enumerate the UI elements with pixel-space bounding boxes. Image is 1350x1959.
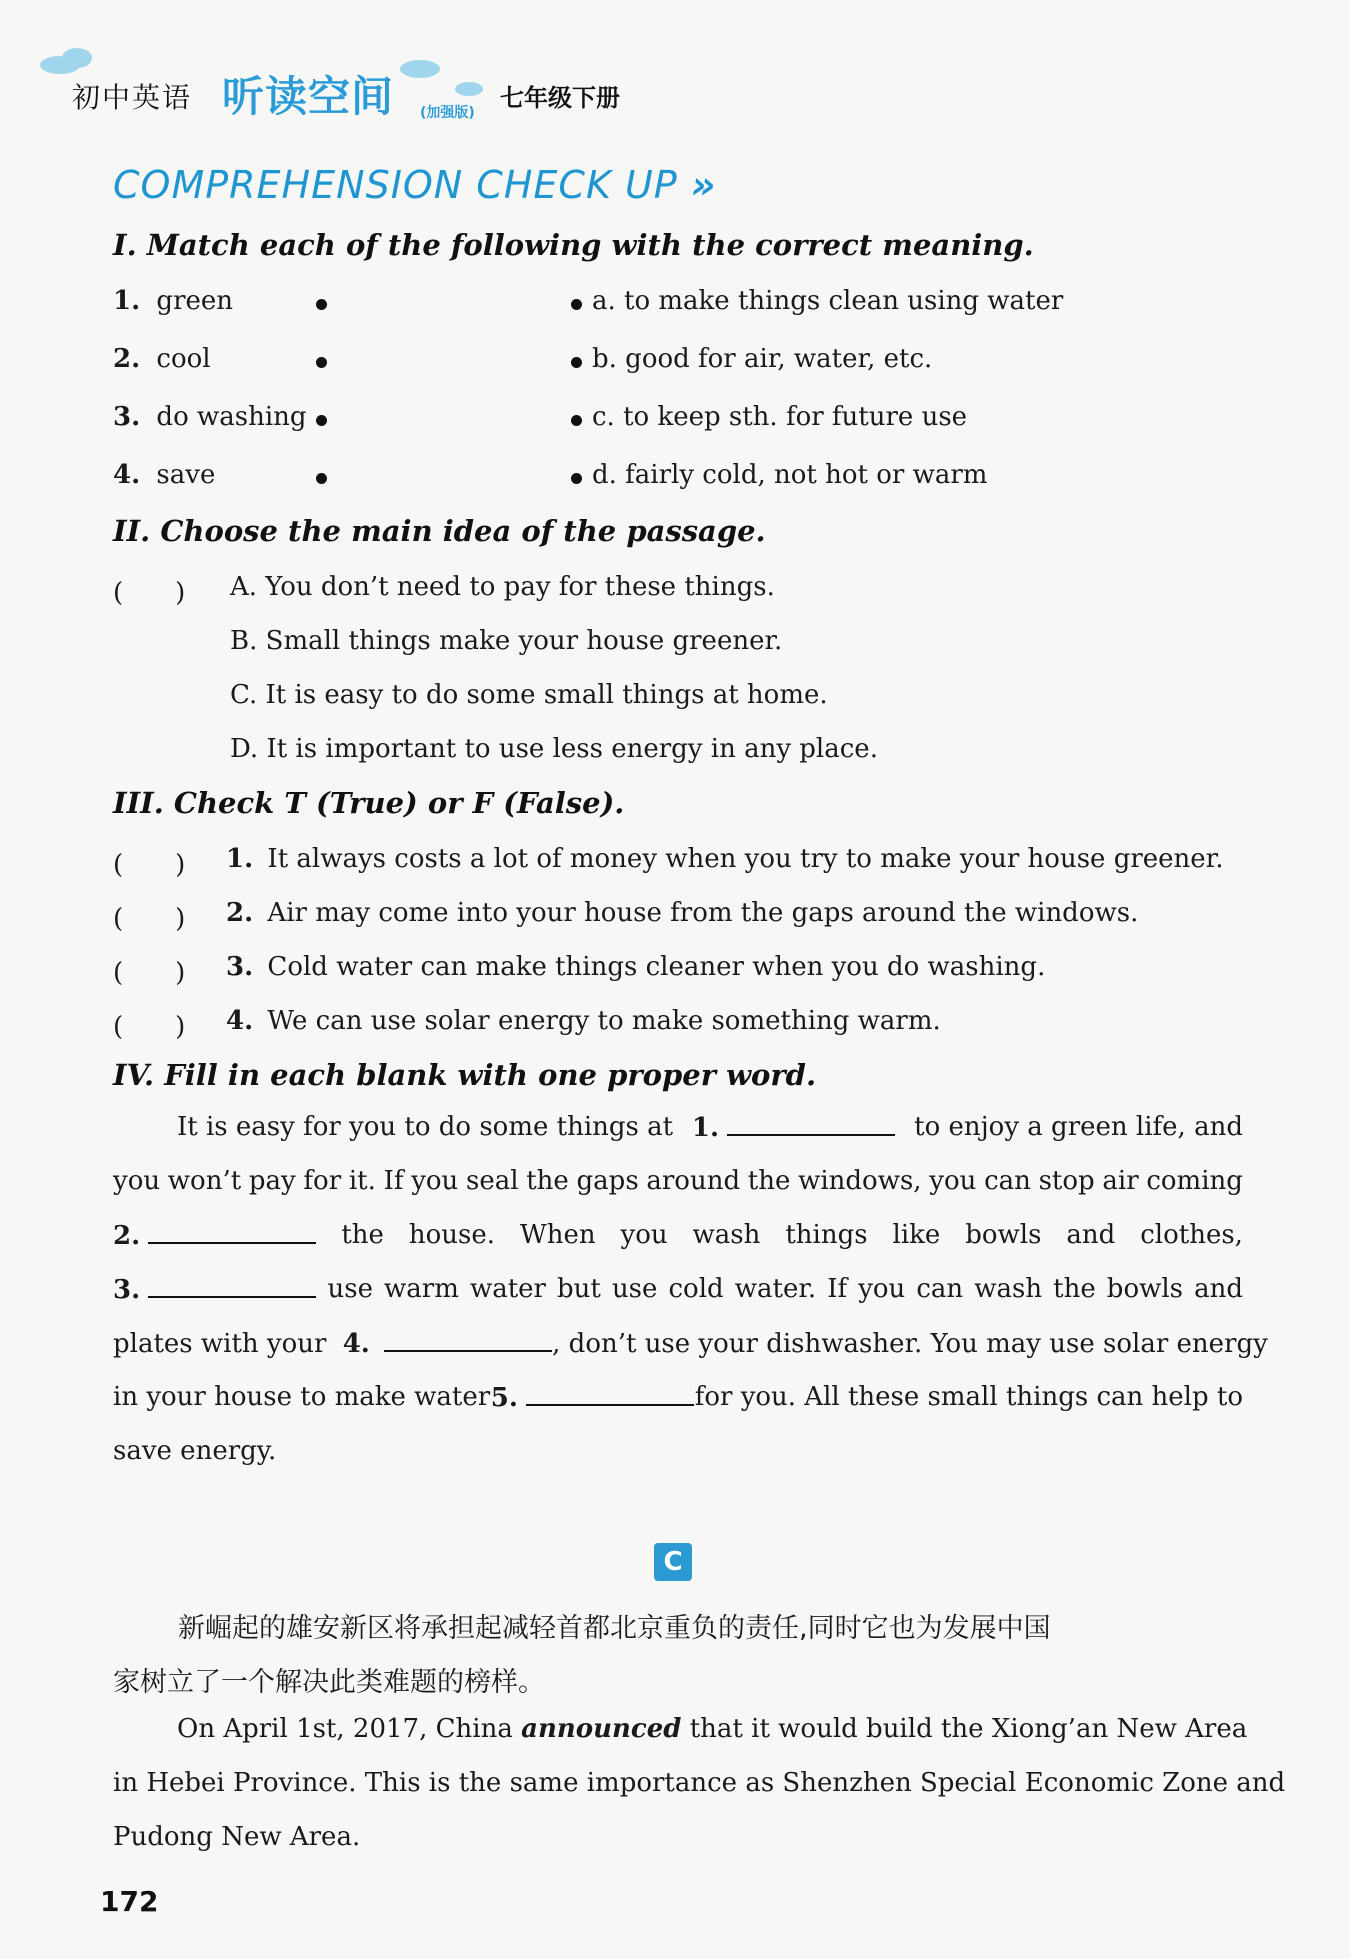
term-word: do washing: [156, 402, 307, 432]
cloze-word: things: [785, 1220, 868, 1250]
cloze-word: you: [113, 1166, 161, 1196]
answer-bracket[interactable]: ( ): [113, 578, 186, 608]
cloze-word: like: [892, 1220, 941, 1250]
book-title: 初中英语: [72, 81, 193, 114]
cloze-text: plates with your: [113, 1329, 327, 1359]
cloze-word: warm: [384, 1274, 459, 1304]
answer-bracket[interactable]: ( ): [113, 1012, 186, 1042]
cloze-word: won’t: [167, 1166, 242, 1196]
match-dot-right[interactable]: [571, 299, 582, 310]
match-dot-left[interactable]: [316, 473, 327, 484]
match-meaning: c. to keep sth. for future use: [592, 402, 968, 432]
cloze-word: clothes,: [1140, 1220, 1243, 1250]
match-dot-left[interactable]: [316, 357, 327, 368]
match-dot-left[interactable]: [316, 299, 327, 310]
cloze-word: windows,: [798, 1166, 922, 1196]
blank-group: [113, 1274, 316, 1305]
blank-3[interactable]: [148, 1274, 316, 1298]
cloze-word: water.: [734, 1274, 817, 1304]
section-title-text: COMPREHENSION CHECK UP: [113, 163, 678, 207]
cloze-word: air: [1102, 1166, 1139, 1196]
cloze-word: house.: [408, 1220, 496, 1250]
cloze-word: coming: [1146, 1166, 1243, 1196]
blank-4[interactable]: [384, 1328, 552, 1352]
match-meaning: d. fairly cold, not hot or warm: [592, 460, 988, 490]
answer-bracket[interactable]: ( ): [113, 904, 186, 934]
cloze-word: the: [526, 1166, 569, 1196]
blank-number: 5.: [490, 1383, 518, 1413]
term-word: save: [156, 460, 216, 490]
item-number: 1.: [226, 844, 254, 874]
cloze-word: it.: [348, 1166, 376, 1196]
cloze-word: If: [383, 1166, 404, 1196]
match-term: [113, 344, 211, 374]
passage-text: that it would build the Xiong’an New Area: [689, 1714, 1248, 1744]
cloze-word: stop: [1038, 1166, 1095, 1196]
cloze-word: the: [1053, 1274, 1096, 1304]
cloze-word: the: [747, 1166, 791, 1196]
edition-label: (加强版): [420, 105, 475, 121]
cloze-word: gaps: [576, 1166, 639, 1196]
term-word: cool: [156, 344, 211, 374]
cloze-word: the: [341, 1220, 384, 1250]
cloze-word: If: [827, 1274, 848, 1304]
part3-heading: III. Check T (True) or F (False).: [113, 786, 625, 820]
passage-text: On April 1st, 2017, China: [177, 1714, 513, 1744]
cloud-icon: [62, 48, 92, 68]
blank-1[interactable]: [727, 1112, 895, 1136]
cloze-word: you: [858, 1274, 906, 1304]
item-number: 3.: [226, 952, 254, 982]
cloze-word: around: [646, 1166, 741, 1196]
cloze-text: to enjoy a green life, and: [914, 1112, 1243, 1142]
passage-line: in Hebei Province. This is the same importance as Shenzhen Special Economic Zone and: [113, 1768, 1286, 1798]
item-number: 3.: [113, 402, 141, 432]
item-number: 2.: [226, 898, 254, 928]
option-b: B. Small things make your house greener.: [230, 626, 783, 656]
cloze-text: for you. All these small things can help to: [694, 1382, 1243, 1412]
cloze-word: but: [557, 1274, 601, 1304]
cloze-text: in your house to make water: [113, 1382, 491, 1412]
cloze-line: [113, 1328, 1268, 1359]
cloze-word: and: [1194, 1274, 1243, 1304]
item-number: 4.: [226, 1006, 254, 1036]
option-a: A. You don’t need to pay for these things.: [230, 572, 775, 602]
cloze-word: seal: [465, 1166, 519, 1196]
cloze-word: and: [1066, 1220, 1116, 1250]
blank-group: [692, 1112, 895, 1143]
cloze-word: pay: [248, 1166, 296, 1196]
cloze-word: bowls: [1106, 1274, 1184, 1304]
grade-label: 七年级下册: [500, 84, 620, 112]
match-dot-right[interactable]: [571, 357, 582, 368]
cloze-line: [113, 1274, 1243, 1305]
match-dot-left[interactable]: [316, 415, 327, 426]
cloze-word: wash: [974, 1274, 1043, 1304]
tf-statement: [226, 844, 1224, 874]
match-meaning: a. to make things clean using water: [592, 286, 1064, 316]
blank-number: 4.: [342, 1329, 370, 1359]
cloze-word: bowls: [965, 1220, 1042, 1250]
cloze-word: for: [303, 1166, 342, 1196]
passage-keyword: announced: [521, 1714, 682, 1744]
cloze-word: When: [519, 1220, 596, 1250]
cloze-word: use: [327, 1274, 373, 1304]
cloze-word: you: [929, 1166, 977, 1196]
item-number: 2.: [113, 344, 141, 374]
part2-heading: II. Choose the main idea of the passage.: [113, 514, 766, 548]
cloze-word: can: [984, 1166, 1031, 1196]
blank-5[interactable]: [526, 1382, 694, 1406]
statement-text: It always costs a lot of money when you try to make your house greener.: [267, 844, 1224, 874]
cloze-word: you: [620, 1220, 668, 1250]
cloze-word: cold: [668, 1274, 724, 1304]
blank-2[interactable]: [148, 1220, 316, 1244]
match-dot-right[interactable]: [571, 415, 582, 426]
statement-text: Cold water can make things cleaner when you do washing.: [267, 952, 1046, 982]
match-term: [113, 402, 307, 432]
page-number: 172: [100, 1885, 159, 1918]
cloze-text: , don’t use your dishwasher. You may use solar energy: [552, 1329, 1268, 1359]
statement-text: Air may come into your house from the gaps around the windows.: [267, 898, 1139, 928]
blank-group: [113, 1220, 316, 1251]
match-dot-right[interactable]: [571, 473, 582, 484]
tf-statement: [226, 1006, 941, 1036]
cloze-line: [113, 1382, 1243, 1413]
cloud-icon: [455, 82, 483, 96]
passage-line: Pudong New Area.: [113, 1822, 361, 1852]
match-term: [113, 460, 215, 490]
cloud-icon: [400, 60, 440, 78]
cloze-line: save energy.: [113, 1436, 277, 1466]
cloze-line: [113, 1220, 1243, 1251]
blank-number: 1.: [691, 1113, 720, 1143]
statement-text: We can use solar energy to make something warm.: [267, 1006, 941, 1036]
blank-group: [491, 1382, 694, 1413]
blank-number: 2.: [113, 1221, 141, 1251]
cn-intro-line2: 家树立了一个解决此类难题的榜样。: [113, 1667, 545, 1698]
cloze-word: use: [611, 1274, 658, 1304]
tf-statement: [226, 898, 1138, 928]
series-logo: 听读空间: [222, 72, 395, 121]
cn-intro-line1: 新崛起的雄安新区将承担起减轻首都北京重负的责任,同时它也为发展中国: [178, 1613, 1051, 1644]
cloze-word: you: [411, 1166, 459, 1196]
blank-number: 3.: [113, 1275, 141, 1305]
item-number: 1.: [113, 286, 141, 316]
match-term: [113, 286, 233, 316]
passage-line: [113, 1714, 1248, 1744]
section-title: [113, 163, 716, 207]
cloze-text: It is easy for you to do some things at: [177, 1112, 674, 1142]
answer-bracket[interactable]: ( ): [113, 850, 186, 880]
term-word: green: [156, 286, 234, 316]
double-chevron-icon: »: [690, 163, 717, 207]
part4-heading: IV. Fill in each blank with one proper word.: [113, 1058, 817, 1092]
answer-bracket[interactable]: ( ): [113, 958, 186, 988]
cloze-word: wash: [692, 1220, 761, 1250]
item-number: 4.: [113, 460, 141, 490]
section-c-badge: C: [654, 1543, 692, 1581]
option-c: C. It is easy to do some small things at home.: [230, 680, 828, 710]
part1-heading: I. Match each of the following with the correct meaning.: [113, 228, 1034, 262]
match-meaning: b. good for air, water, etc.: [592, 344, 933, 374]
cloze-word: water: [469, 1274, 546, 1304]
option-d: D. It is important to use less energy in any place.: [230, 734, 878, 764]
cloze-word: can: [916, 1274, 964, 1304]
tf-statement: [226, 952, 1045, 982]
cloze-line: [113, 1166, 1243, 1196]
page-header: [40, 48, 680, 128]
cloze-line: [113, 1112, 1243, 1143]
